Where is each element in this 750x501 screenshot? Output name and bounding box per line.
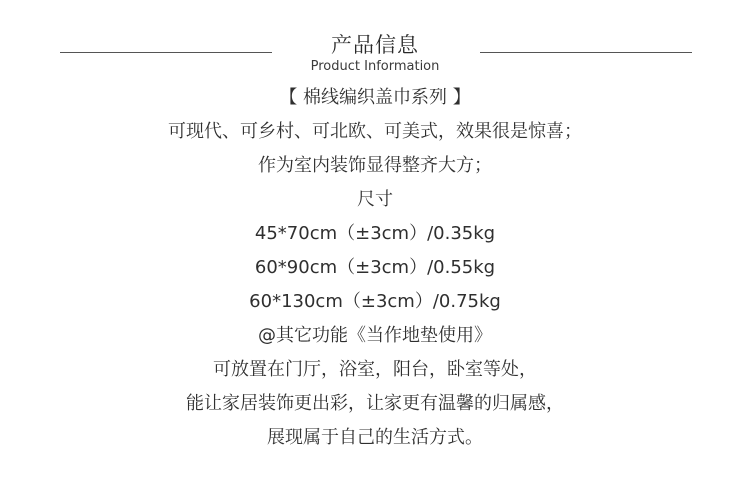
size-spec-large: 60*130cm（±3cm）/0.75kg bbox=[249, 291, 501, 312]
other-function: @其它功能《当作地垫使用》 bbox=[258, 325, 492, 346]
size-heading: 尺寸 bbox=[357, 189, 393, 210]
size-spec-small: 45*70cm（±3cm）/0.35kg bbox=[254, 223, 496, 244]
style-description: 可现代、可乡村、可北欧、可美式，效果很是惊喜； bbox=[168, 121, 582, 142]
size-spec-medium: 60*90cm（±3cm）/0.55kg bbox=[254, 257, 496, 278]
series-name: 【 棉线编织盖巾系列 】 bbox=[279, 87, 471, 108]
section-title: 产品信息 bbox=[331, 33, 419, 57]
decor-description: 作为室内装饰显得整齐大方； bbox=[258, 155, 492, 176]
section-subtitle: Product Information bbox=[310, 59, 440, 74]
placement-text: 可放置在门厅，浴室，阳台，卧室等处， bbox=[213, 359, 537, 380]
section-header bbox=[0, 0, 750, 90]
header-divider-right bbox=[480, 52, 692, 53]
benefit-text: 能让家居装饰更出彩，让家更有温馨的归属感， bbox=[186, 393, 564, 414]
product-info-body bbox=[0, 81, 750, 455]
lifestyle-text: 展现属于自己的生活方式。 bbox=[267, 427, 483, 448]
